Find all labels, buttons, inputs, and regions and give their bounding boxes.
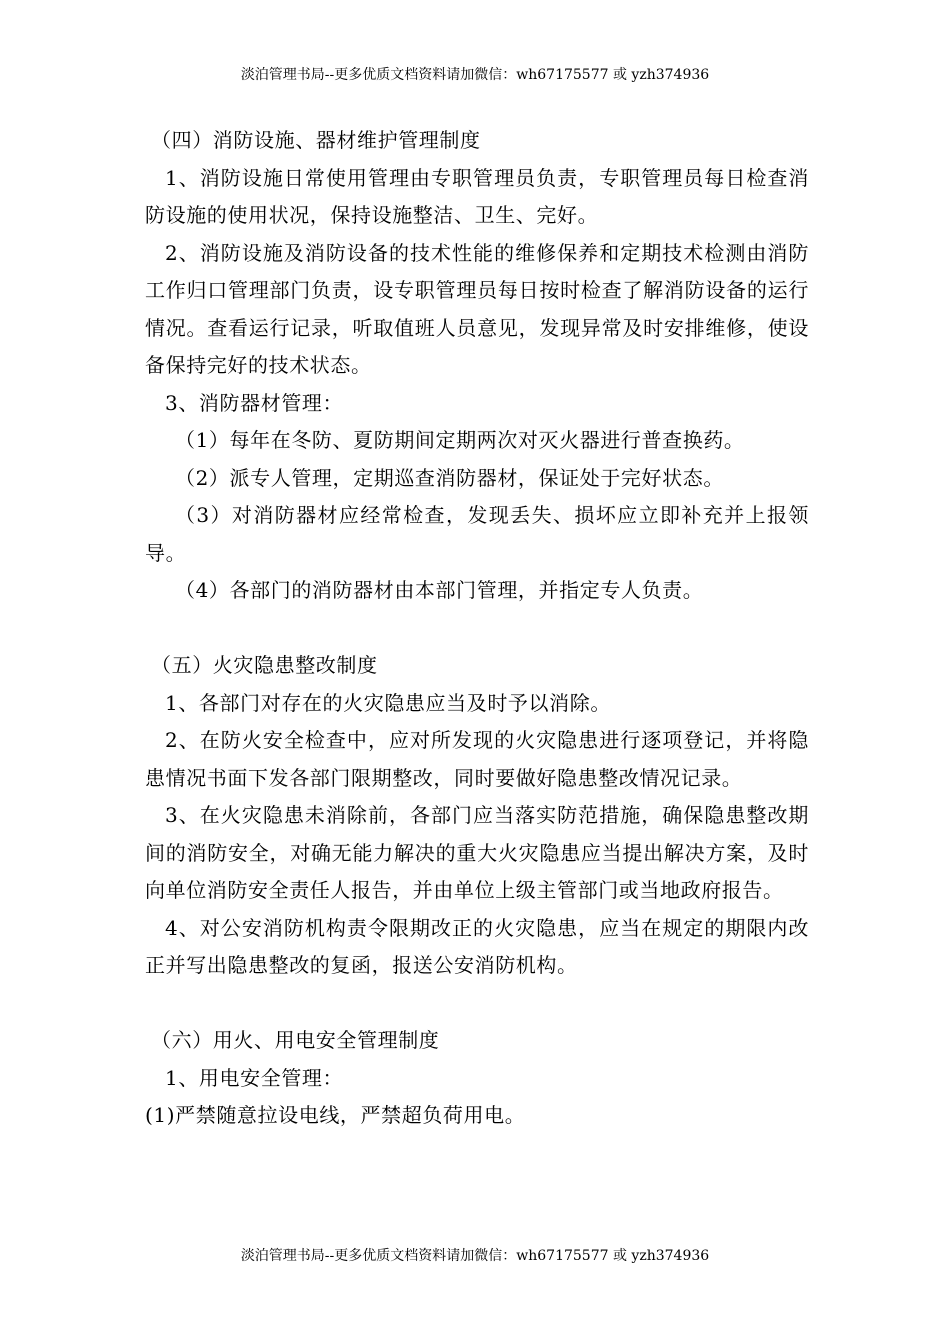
list-item: （1）每年在冬防、夏防期间定期两次对灭火器进行普查换药。 <box>175 428 745 452</box>
section-spacer <box>145 610 809 648</box>
paragraph: 1、消防设施日常使用管理由专职管理员负责，专职管理员每日检查消防设施的使用状况，保持设施整洁、卫生、完好。 <box>145 165 809 227</box>
section-5 <box>145 647 809 985</box>
section-spacer <box>145 985 809 1023</box>
paragraph: 4、对公安消防机构责令限期改正的火灾隐患，应当在规定的期限内改正并写出隐患整改的复函，报送公安消防机构。 <box>145 915 809 977</box>
paragraph: 2、在防火安全检查中，应对所发现的火灾隐患进行逐项登记，并将隐患情况书面下发各部门限期整改，同时要做好隐患整改情况记录。 <box>145 728 809 790</box>
paragraph: 1、用电安全管理： <box>165 1065 344 1090</box>
section-title: （四）消防设施、器材维护管理制度 <box>151 128 481 152</box>
list-item: (1)严禁随意拉设电线，严禁超负荷用电。 <box>145 1103 526 1127</box>
section-4 <box>145 122 809 610</box>
list-item: （4）各部门的消防器材由本部门管理，并指定专人负责。 <box>175 578 704 602</box>
list-item: （2）派专人管理，定期巡查消防器材，保证处于完好状态。 <box>175 465 724 490</box>
paragraph: 1、各部门对存在的火灾隐患应当及时予以消除。 <box>165 690 611 715</box>
paragraph: 3、消防器材管理： <box>165 390 344 415</box>
paragraph: 2、消防设施及消防设备的技术性能的维修保养和定期技术检测由消防工作归口管理部门负责，设专职管理员每日按时检查了解消防设备的运行情况。查看运行记录，听取值班人员意见，发现异常及时安排维修，使设备保持完好的技术状态。 <box>145 240 809 377</box>
section-6 <box>145 1022 809 1135</box>
page-footer: 淡泊管理书局--更多优质文档资料请加微信：wh67175577 或 yzh374936 <box>240 1248 710 1264</box>
page-header: 淡泊管理书局--更多优质文档资料请加微信：wh67175577 或 yzh374936 <box>240 67 710 83</box>
document-body <box>145 122 809 1135</box>
section-title: （五）火灾隐患整改制度 <box>151 653 378 677</box>
paragraph: 3、在火灾隐患未消除前，各部门应当落实防范措施，确保隐患整改期间的消防安全，对确无能力解决的重大火灾隐患应当提出解决方案，及时向单位消防安全责任人报告，并由单位上级主管部门或当地政府报告。 <box>145 803 809 902</box>
list-item: （3）对消防器材应经常检查，发现丢失、损坏应立即补充并上报领导。 <box>145 503 809 565</box>
section-title: （六）用火、用电安全管理制度 <box>151 1028 440 1052</box>
